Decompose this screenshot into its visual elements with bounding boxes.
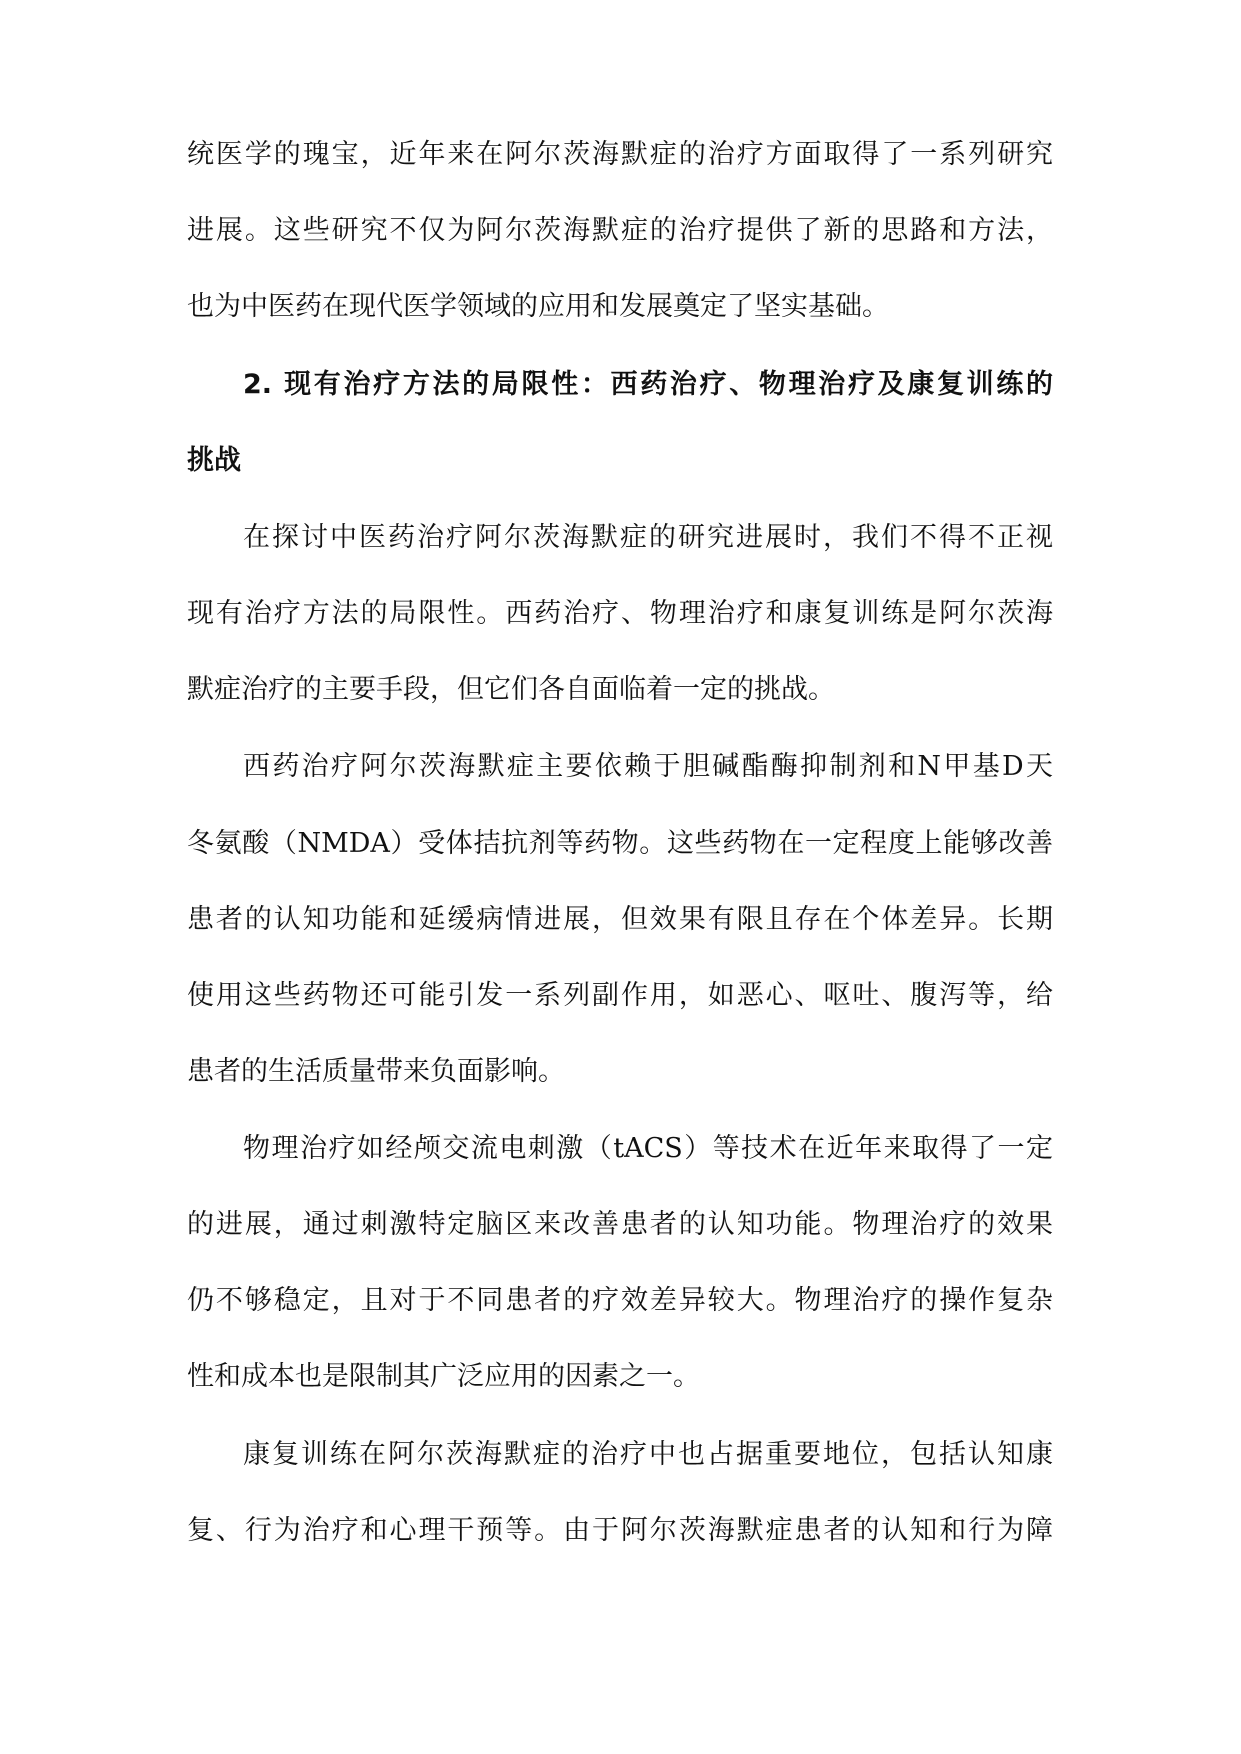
text-line: 患者的生活质量带来负面影响。 — [187, 1056, 565, 1087]
text-line: 也为中医药在现代医学领域的应用和发展奠定了坚实基础。 — [187, 291, 889, 322]
text-line: 仍不够稳定，且对于不同患者的疗效差异较大。物理治疗的操作复杂 — [187, 1285, 1053, 1316]
text-line: 物理治疗如经颅交流电刺激（tACS）等技术在近年来取得了一定 — [243, 1133, 1053, 1164]
text-line: 在探讨中医药治疗阿尔茨海默症的研究进展时，我们不得不正视 — [243, 522, 1053, 553]
text-line: 康复训练在阿尔茨海默症的治疗中也占据重要地位，包括认知康 — [243, 1439, 1053, 1470]
text-line: 的进展，通过刺激特定脑区来改善患者的认知功能。物理治疗的效果 — [187, 1209, 1053, 1240]
text-line: 性和成本也是限制其广泛应用的因素之一。 — [187, 1361, 700, 1392]
text-line: 默症治疗的主要手段，但它们各自面临着一定的挑战。 — [187, 674, 835, 705]
section-heading: 2. 现有治疗方法的局限性：西药治疗、物理治疗及康复训练的 — [243, 369, 1053, 400]
text-line: 复、行为治疗和心理干预等。由于阿尔茨海默症患者的认知和行为障 — [187, 1515, 1053, 1546]
text-line: 使用这些药物还可能引发一系列副作用，如恶心、呕吐、腹泻等，给 — [187, 980, 1053, 1011]
text-line: 冬氨酸（NMDA）受体拮抗剂等药物。这些药物在一定程度上能够改善 — [187, 828, 1053, 859]
section-heading: 挑战 — [187, 445, 241, 476]
text-line: 西药治疗阿尔茨海默症主要依赖于胆碱酯酶抑制剂和N甲基D天 — [243, 751, 1053, 782]
text-line: 统医学的瑰宝，近年来在阿尔茨海默症的治疗方面取得了一系列研究 — [187, 139, 1053, 170]
text-line: 患者的认知功能和延缓病情进展，但效果有限且存在个体差异。长期 — [187, 904, 1053, 935]
text-line: 进展。这些研究不仅为阿尔茨海默症的治疗提供了新的思路和方法， — [187, 215, 1053, 246]
text-line: 现有治疗方法的局限性。西药治疗、物理治疗和康复训练是阿尔茨海 — [187, 598, 1053, 629]
